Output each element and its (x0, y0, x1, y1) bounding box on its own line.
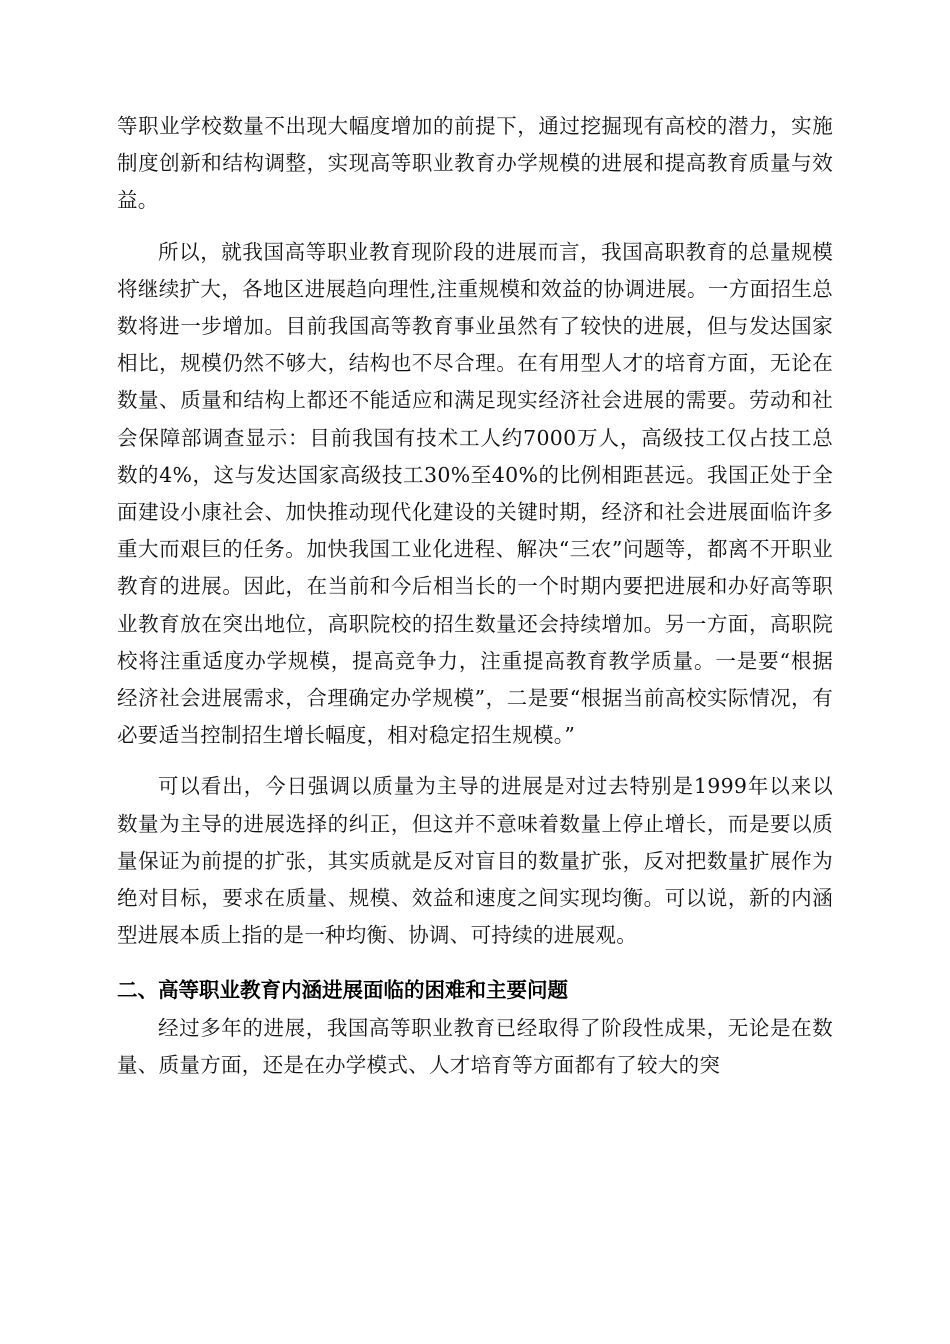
paragraph-scale-trends: 所以，就我国高等职业教育现阶段的进展而言，我国高职教育的总量规模将继续扩大，各地区进展趋向理性,注重规模和效益的协调进展。一方面招生总数将进一步增加。目前我国高等教育事业虽然有了较快的进展，但与发达国家相比，规模仍然不够大，结构也不尽合理。在有用型人才的培育方面，无论在数量、质量和结构上都还不能适应和满足现实经济社会进展的需要。劳动和社会保障部调查显示：目前我国有技术工人约7000万人，高级技工仅占技工总数的4%，这与发达国家高级技工30%至40%的比例相距甚远。我国正处于全面建设小康社会、加快推动现代化建设的关键时期，经济和社会进展面临许多重大而艰巨的任务。加快我国工业化进程、解决“三农”问题等，都离不开职业教育的进展。因此，在当前和今后相当长的一个时期内要把进展和办好高等职业教育放在突出地位，高职院校的招生数量还会持续增加。另一方面，高职院校将注重适度办学规模，提高竞争力，注重提高教育教学质量。一是要“根据经济社会进展需求，合理确定办学规模”，二是要“根据当前高校实际情况，有必要适当控制招生增长幅度，相对稳定招生规模。” (117, 239, 833, 748)
section-heading: 二、高等职业教育内涵进展面临的困难和主要问题 (117, 978, 568, 1003)
paragraph-achievements: 经过多年的进展，我国高等职业教育已经取得了阶段性成果，无论是在数量、质量方面，还是在办学模式、人才培育等方面都有了较大的突 (117, 1015, 833, 1077)
paragraph-continuation: 等职业学校数量不出现大幅度增加的前提下，通过挖掘现有高校的潜力，实施制度创新和结构调整，实现高等职业教育办学规模的进展和提高教育质量与效益。 (117, 114, 833, 213)
document-page (117, 108, 833, 1084)
paragraph-quality-balance: 可以看出，今日强调以质量为主导的进展是对过去特别是1999年以来以数量为主导的进展选择的纠正，但这并不意味着数量上停止增长，而是要以质量保证为前提的扩张，其实质就是反对盲目的数量扩张，反对把数量扩展作为绝对目标，要求在质量、规模、效益和速度之间实现均衡。可以说，新的内涵型进展本质上指的是一种均衡、协调、可持续的进展观。 (117, 774, 833, 948)
